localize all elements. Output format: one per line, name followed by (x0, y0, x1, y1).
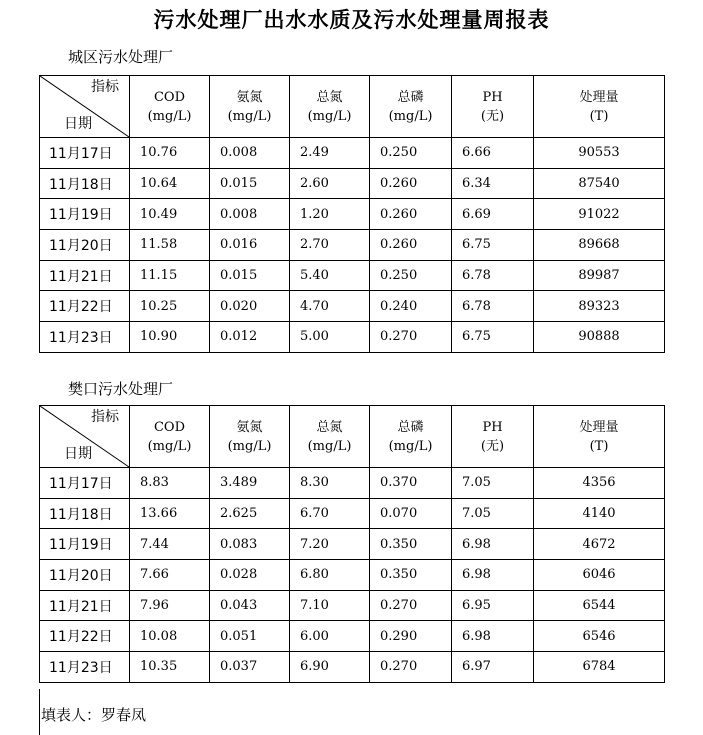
ph-cell: 6.98 (452, 560, 534, 591)
column-header (370, 76, 452, 138)
tp-cell: 0.270 (370, 590, 452, 621)
cod-cell: 10.64 (130, 168, 210, 199)
date-cell: 11月22日 (40, 291, 130, 322)
volume-cell: 87540 (534, 168, 665, 199)
ph-cell: 6.75 (452, 230, 534, 261)
cod-cell: 11.15 (130, 260, 210, 291)
date-cell: 11月19日 (40, 529, 130, 560)
column-name: 氨氮 (236, 419, 263, 435)
volume-cell: 6784 (534, 652, 665, 683)
tn-cell: 4.70 (290, 291, 370, 322)
table-row (40, 590, 665, 621)
ph-cell: 6.98 (452, 621, 534, 652)
column-header (290, 406, 370, 468)
column-unit: (mg/L) (388, 108, 433, 124)
column-name: 氨氮 (236, 89, 263, 105)
volume-cell: 6046 (534, 560, 665, 591)
column-unit: (无) (480, 438, 505, 454)
tn-cell: 2.49 (290, 138, 370, 169)
ph-cell: 6.75 (452, 322, 534, 353)
nh3n-cell: 0.008 (210, 199, 290, 230)
table-row (40, 230, 665, 261)
indicator-label: 指标 (91, 409, 119, 425)
tn-cell: 6.70 (290, 498, 370, 529)
column-name: 总磷 (397, 89, 424, 105)
tn-cell: 7.20 (290, 529, 370, 560)
column-unit: (mg/L) (227, 108, 272, 124)
cod-cell: 8.83 (130, 468, 210, 499)
table-row (40, 529, 665, 560)
fankou-plant-table (39, 405, 665, 683)
tp-cell: 0.350 (370, 529, 452, 560)
tn-cell: 2.70 (290, 230, 370, 261)
cod-cell: 7.96 (130, 590, 210, 621)
column-unit: (mg/L) (147, 438, 192, 454)
date-cell: 11月20日 (40, 230, 130, 261)
column-unit: (mg/L) (147, 108, 192, 124)
table-row (40, 322, 665, 353)
column-name: COD (153, 419, 186, 435)
nh3n-cell: 0.020 (210, 291, 290, 322)
column-name: 总磷 (397, 419, 424, 435)
ph-cell: 6.78 (452, 291, 534, 322)
cod-cell: 11.58 (130, 230, 210, 261)
column-header (534, 76, 665, 138)
date-label: 日期 (64, 446, 92, 462)
volume-cell: 6546 (534, 621, 665, 652)
column-name: 处理量 (579, 89, 619, 105)
date-label: 日期 (64, 116, 92, 132)
ph-cell: 6.98 (452, 529, 534, 560)
volume-cell: 89323 (534, 291, 665, 322)
tn-cell: 2.60 (290, 168, 370, 199)
ph-cell: 6.97 (452, 652, 534, 683)
column-name: PH (482, 419, 503, 435)
cod-cell: 10.76 (130, 138, 210, 169)
tp-cell: 0.290 (370, 621, 452, 652)
tn-cell: 6.80 (290, 560, 370, 591)
volume-cell: 4672 (534, 529, 665, 560)
column-name: PH (482, 89, 503, 105)
nh3n-cell: 0.083 (210, 529, 290, 560)
volume-cell: 89668 (534, 230, 665, 261)
tn-cell: 6.00 (290, 621, 370, 652)
ph-cell: 6.78 (452, 260, 534, 291)
column-header (290, 76, 370, 138)
date-cell: 11月22日 (40, 621, 130, 652)
section-title-urban: 城区污水处理厂 (68, 48, 174, 66)
volume-cell: 91022 (534, 199, 665, 230)
nh3n-cell: 0.015 (210, 260, 290, 291)
column-name: 处理量 (579, 419, 619, 435)
column-header (210, 406, 290, 468)
cod-cell: 10.90 (130, 322, 210, 353)
volume-cell: 4140 (534, 498, 665, 529)
ph-cell: 6.66 (452, 138, 534, 169)
cod-cell: 10.35 (130, 652, 210, 683)
cod-cell: 10.25 (130, 291, 210, 322)
column-header (130, 76, 210, 138)
column-header (130, 406, 210, 468)
table-row (40, 621, 665, 652)
column-unit: (mg/L) (307, 108, 352, 124)
diagonal-header-cell (40, 76, 130, 138)
tn-cell: 7.10 (290, 590, 370, 621)
nh3n-cell: 0.016 (210, 230, 290, 261)
tn-cell: 1.20 (290, 199, 370, 230)
nh3n-cell: 0.008 (210, 138, 290, 169)
cod-cell: 10.49 (130, 199, 210, 230)
volume-cell: 90553 (534, 138, 665, 169)
tp-cell: 0.260 (370, 230, 452, 261)
tp-cell: 0.250 (370, 260, 452, 291)
nh3n-cell: 2.625 (210, 498, 290, 529)
date-cell: 11月21日 (40, 260, 130, 291)
cod-cell: 7.44 (130, 529, 210, 560)
tn-cell: 8.30 (290, 468, 370, 499)
nh3n-cell: 3.489 (210, 468, 290, 499)
table-row (40, 498, 665, 529)
date-cell: 11月18日 (40, 498, 130, 529)
diagonal-header-cell (40, 406, 130, 468)
date-cell: 11月20日 (40, 560, 130, 591)
nh3n-cell: 0.043 (210, 590, 290, 621)
column-unit: (mg/L) (227, 438, 272, 454)
column-unit: (无) (480, 108, 505, 124)
nh3n-cell: 0.012 (210, 322, 290, 353)
table-row (40, 291, 665, 322)
column-unit: (mg/L) (388, 438, 433, 454)
table-row (40, 468, 665, 499)
filled-by-label: 填表人：罗春凤 (41, 706, 147, 724)
date-cell: 11月18日 (40, 168, 130, 199)
margin-line (39, 689, 40, 735)
tn-cell: 5.00 (290, 322, 370, 353)
tp-cell: 0.370 (370, 468, 452, 499)
nh3n-cell: 0.028 (210, 560, 290, 591)
column-unit: (T) (589, 438, 609, 454)
column-header (370, 406, 452, 468)
table-row (40, 199, 665, 230)
tp-cell: 0.070 (370, 498, 452, 529)
tp-cell: 0.250 (370, 138, 452, 169)
nh3n-cell: 0.051 (210, 621, 290, 652)
urban-plant-table (39, 75, 665, 353)
date-cell: 11月21日 (40, 590, 130, 621)
date-cell: 11月17日 (40, 468, 130, 499)
section-title-fankou: 樊口污水处理厂 (68, 380, 174, 398)
column-name: 总氮 (316, 419, 343, 435)
column-name: 总氮 (316, 89, 343, 105)
cod-cell: 10.08 (130, 621, 210, 652)
ph-cell: 7.05 (452, 498, 534, 529)
tp-cell: 0.270 (370, 322, 452, 353)
cod-cell: 7.66 (130, 560, 210, 591)
column-unit: (T) (589, 108, 609, 124)
table-row (40, 652, 665, 683)
column-header (534, 406, 665, 468)
volume-cell: 6544 (534, 590, 665, 621)
date-cell: 11月17日 (40, 138, 130, 169)
tn-cell: 6.90 (290, 652, 370, 683)
cod-cell: 13.66 (130, 498, 210, 529)
header-row (40, 76, 665, 138)
table-row (40, 138, 665, 169)
volume-cell: 4356 (534, 468, 665, 499)
header-row (40, 406, 665, 468)
table-row (40, 260, 665, 291)
volume-cell: 89987 (534, 260, 665, 291)
ph-cell: 6.69 (452, 199, 534, 230)
date-cell: 11月23日 (40, 322, 130, 353)
tp-cell: 0.260 (370, 199, 452, 230)
column-unit: (mg/L) (307, 438, 352, 454)
tp-cell: 0.240 (370, 291, 452, 322)
tn-cell: 5.40 (290, 260, 370, 291)
ph-cell: 6.34 (452, 168, 534, 199)
nh3n-cell: 0.015 (210, 168, 290, 199)
tp-cell: 0.260 (370, 168, 452, 199)
date-cell: 11月19日 (40, 199, 130, 230)
page-title: 污水处理厂出水水质及污水处理量周报表 (153, 8, 550, 32)
tp-cell: 0.350 (370, 560, 452, 591)
volume-cell: 90888 (534, 322, 665, 353)
ph-cell: 7.05 (452, 468, 534, 499)
table-row (40, 168, 665, 199)
column-header (210, 76, 290, 138)
ph-cell: 6.95 (452, 590, 534, 621)
date-cell: 11月23日 (40, 652, 130, 683)
tp-cell: 0.270 (370, 652, 452, 683)
table-row (40, 560, 665, 591)
column-header (452, 406, 534, 468)
indicator-label: 指标 (91, 79, 119, 95)
column-header (452, 76, 534, 138)
column-name: COD (153, 89, 186, 105)
nh3n-cell: 0.037 (210, 652, 290, 683)
